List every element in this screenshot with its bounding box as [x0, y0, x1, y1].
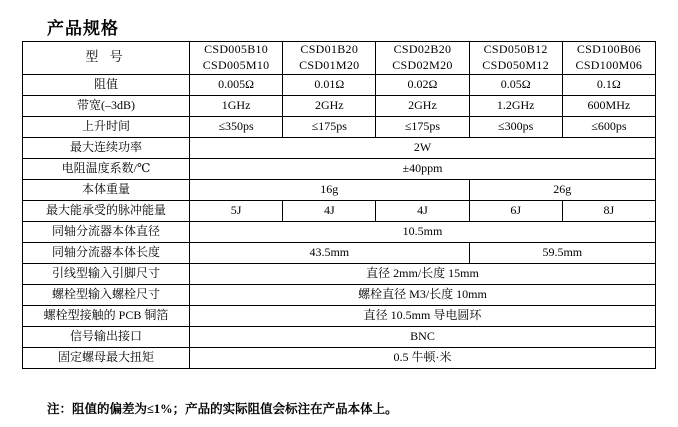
- table-row: [23, 221, 656, 242]
- row-label: 引线型输入引脚尺寸: [23, 263, 190, 284]
- row-label: 上升时间: [23, 116, 190, 137]
- header-col-3: CSD02B20 CSD02M20: [376, 42, 469, 75]
- table-cell: 0.1Ω: [562, 74, 655, 95]
- table-row: [23, 116, 656, 137]
- header-col-4: CSD050B12 CSD050M12: [469, 42, 562, 75]
- table-cell: 5J: [190, 200, 283, 221]
- row-label: 带宽(–3dB): [23, 95, 190, 116]
- table-cell: 1GHz: [190, 95, 283, 116]
- row-label: 最大连续功率: [23, 137, 190, 158]
- table-body: [23, 42, 656, 369]
- table-cell: 6J: [469, 200, 562, 221]
- header-model-label: 型 号: [23, 42, 190, 75]
- table-cell: 0.02Ω: [376, 74, 469, 95]
- table-row: [23, 158, 656, 179]
- table-cell: ≤350ps: [190, 116, 283, 137]
- row-label: 固定螺母最大扭矩: [23, 347, 190, 368]
- table-cell: 2W: [190, 137, 656, 158]
- header-col-1: CSD005B10 CSD005M10: [190, 42, 283, 75]
- table-row: [23, 326, 656, 347]
- table-row: [23, 95, 656, 116]
- table-cell: 59.5mm: [469, 242, 655, 263]
- table-cell: 螺栓直径 M3/长度 10mm: [190, 284, 656, 305]
- table-cell: ±40ppm: [190, 158, 656, 179]
- table-cell: 10.5mm: [190, 221, 656, 242]
- table-cell: 600MHz: [562, 95, 655, 116]
- header-col-2: CSD01B20 CSD01M20: [283, 42, 376, 75]
- header-col-5: CSD100B06 CSD100M06: [562, 42, 655, 75]
- table-row: [23, 284, 656, 305]
- table-cell: BNC: [190, 326, 656, 347]
- table-row: [23, 179, 656, 200]
- table-cell: 0.05Ω: [469, 74, 562, 95]
- table-row: [23, 137, 656, 158]
- table-cell: 直径 10.5mm 导电圆环: [190, 305, 656, 326]
- row-label: 信号输出接口: [23, 326, 190, 347]
- table-cell: 2GHz: [283, 95, 376, 116]
- table-cell: 4J: [283, 200, 376, 221]
- table-row: [23, 305, 656, 326]
- footnote: 注：阻值的偏差为≤1%；产品的实际阻值会标注在产品本体上。: [47, 402, 398, 416]
- row-label: 螺栓型接触的 PCB 铜箔: [23, 305, 190, 326]
- table-cell: ≤175ps: [376, 116, 469, 137]
- table-cell: 4J: [376, 200, 469, 221]
- row-label: 最大能承受的脉冲能量: [23, 200, 190, 221]
- row-label: 同轴分流器本体长度: [23, 242, 190, 263]
- table-cell: 16g: [190, 179, 470, 200]
- table-row: [23, 74, 656, 95]
- table-row: [23, 200, 656, 221]
- table-row: [23, 242, 656, 263]
- row-label: 阻值: [23, 74, 190, 95]
- table-header-row: [23, 42, 656, 75]
- table-cell: 0.005Ω: [190, 74, 283, 95]
- table-cell: ≤175ps: [283, 116, 376, 137]
- table-cell: 0.01Ω: [283, 74, 376, 95]
- table-cell: 1.2GHz: [469, 95, 562, 116]
- page-title: 产品规格: [47, 19, 119, 38]
- table-cell: 43.5mm: [190, 242, 470, 263]
- table-row: [23, 263, 656, 284]
- row-label: 螺栓型输入螺栓尺寸: [23, 284, 190, 305]
- table-cell: 2GHz: [376, 95, 469, 116]
- row-label: 本体重量: [23, 179, 190, 200]
- product-spec-table: [22, 41, 656, 369]
- table-cell: 26g: [469, 179, 655, 200]
- row-label: 电阻温度系数/℃: [23, 158, 190, 179]
- table-cell: 0.5 牛顿·米: [190, 347, 656, 368]
- table-cell: ≤300ps: [469, 116, 562, 137]
- table-cell: ≤600ps: [562, 116, 655, 137]
- row-label: 同轴分流器本体直径: [23, 221, 190, 242]
- table-row: [23, 347, 656, 368]
- table-cell: 8J: [562, 200, 655, 221]
- table-cell: 直径 2mm/长度 15mm: [190, 263, 656, 284]
